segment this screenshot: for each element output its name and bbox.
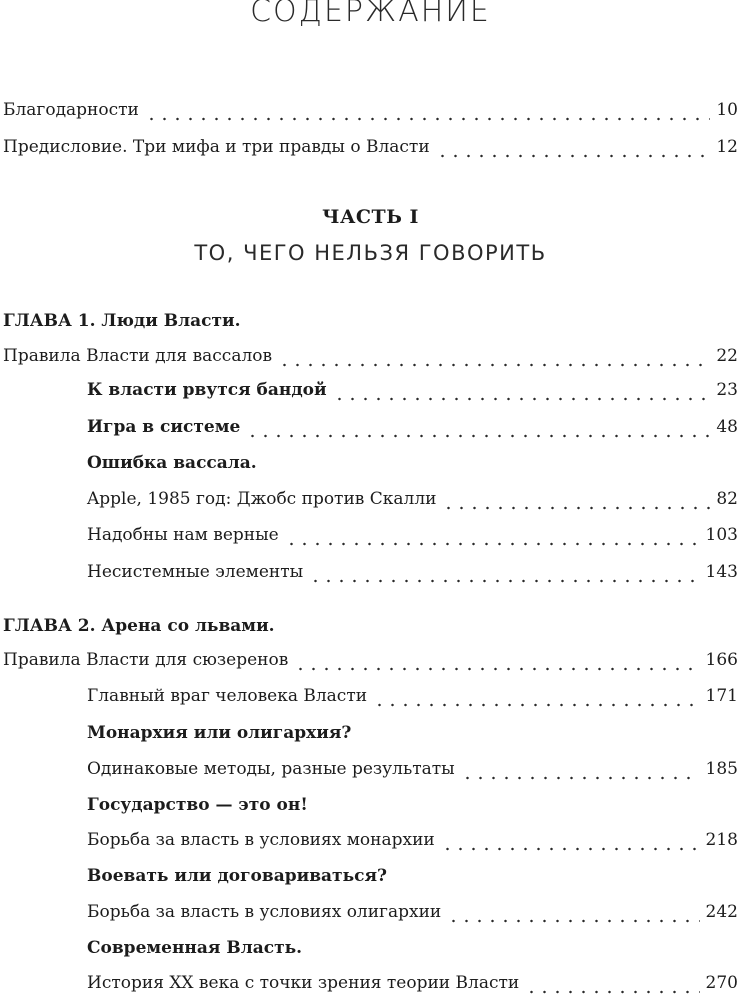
toc-entry-text: История XX века с точки зрения теории Власти — [87, 973, 520, 993]
toc-entry-ch2-s4[interactable] — [87, 902, 738, 928]
toc-page-number: 171 — [705, 686, 738, 706]
toc-entry-acknowledgements[interactable] — [3, 100, 738, 126]
dot-leader — [333, 387, 711, 401]
toc-entry-text: Борьба за власть в условиях олигархии — [87, 902, 442, 922]
toc-entry-text: Главный враг человека Власти — [87, 686, 368, 706]
dot-leader — [278, 353, 710, 367]
dot-leader — [309, 569, 699, 583]
dot-leader — [441, 837, 700, 851]
page-title: СОДЕРЖАНИЕ — [250, 0, 491, 29]
toc-entry-text: К власти рвутся бандой — [87, 380, 327, 400]
toc-page-number: 48 — [716, 417, 738, 437]
dot-leader — [373, 693, 699, 707]
toc-page-number: 270 — [705, 973, 738, 993]
chapter-1-title: ГЛАВА 1. Люди Власти. — [3, 311, 241, 331]
toc-entry-ch1-s4[interactable] — [87, 525, 738, 551]
toc-page-number: 218 — [705, 830, 738, 850]
toc-page-number: 82 — [716, 489, 738, 509]
toc-page-number: 103 — [705, 525, 738, 545]
part-subtitle: ТО, ЧЕГО НЕЛЬЗЯ ГОВОРИТЬ — [194, 241, 547, 265]
dot-leader — [145, 107, 710, 121]
dot-leader — [461, 766, 700, 780]
toc-entry-ch2-s1[interactable] — [87, 686, 738, 712]
toc-page-number: 143 — [705, 562, 738, 582]
toc-section-heading: Монархия или олигархия? — [87, 723, 352, 743]
toc-entry-ch2-s3[interactable] — [87, 830, 738, 856]
dot-leader — [285, 532, 700, 546]
dot-leader — [525, 980, 699, 994]
toc-entry-ch2-rules[interactable] — [3, 650, 738, 676]
toc-entry-ch1-s2[interactable] — [87, 417, 738, 443]
toc-entry-text: Apple, 1985 год: Джобс против Скалли — [87, 489, 437, 509]
toc-page-number: 10 — [716, 100, 738, 120]
toc-page-number: 185 — [705, 759, 738, 779]
toc-page-number: 242 — [705, 902, 738, 922]
toc-page-number: 12 — [716, 137, 738, 157]
dot-leader — [442, 496, 710, 510]
toc-page-number: 166 — [705, 650, 738, 670]
toc-entry-text: Надобны нам верные — [87, 525, 279, 545]
dot-leader — [447, 909, 699, 923]
toc-entry-text: Предисловие. Три мифа и три правды о Власти — [3, 137, 430, 157]
toc-entry-text: Борьба за власть в условиях монархии — [87, 830, 435, 850]
dot-leader — [436, 144, 711, 158]
toc-entry-ch2-s2[interactable] — [87, 759, 738, 785]
toc-entry-ch1-s1[interactable] — [87, 380, 738, 406]
dot-leader — [246, 424, 710, 438]
chapter-2-title: ГЛАВА 2. Арена со львами. — [3, 616, 275, 636]
toc-entry-text: Несистемные элементы — [87, 562, 304, 582]
toc-entry-ch1-s3[interactable] — [87, 489, 738, 515]
toc-entry-preface[interactable] — [3, 137, 738, 163]
dot-leader — [294, 657, 699, 671]
toc-entry-text: Благодарности — [3, 100, 139, 120]
toc-entry-ch1-rules[interactable] — [3, 346, 738, 372]
part-label: ЧАСТЬ I — [322, 206, 419, 228]
toc-entry-text: Одинаковые методы, разные результаты — [87, 759, 455, 779]
toc-section-heading: Ошибка вассала. — [87, 453, 257, 473]
toc-entry-ch1-s5[interactable] — [87, 562, 738, 588]
toc-page-number: 23 — [716, 380, 738, 400]
toc-entry-text: Игра в системе — [87, 417, 241, 437]
toc-section-heading: Государство — это он! — [87, 795, 308, 815]
toc-entry-ch2-s5[interactable] — [87, 973, 738, 999]
toc-page-number: 22 — [716, 346, 738, 366]
toc-entry-text: Правила Власти для сюзеренов — [3, 650, 289, 670]
toc-section-heading: Современная Власть. — [87, 938, 303, 958]
toc-entry-text: Правила Власти для вассалов — [3, 346, 273, 366]
toc-section-heading: Воевать или договариваться? — [87, 866, 387, 886]
